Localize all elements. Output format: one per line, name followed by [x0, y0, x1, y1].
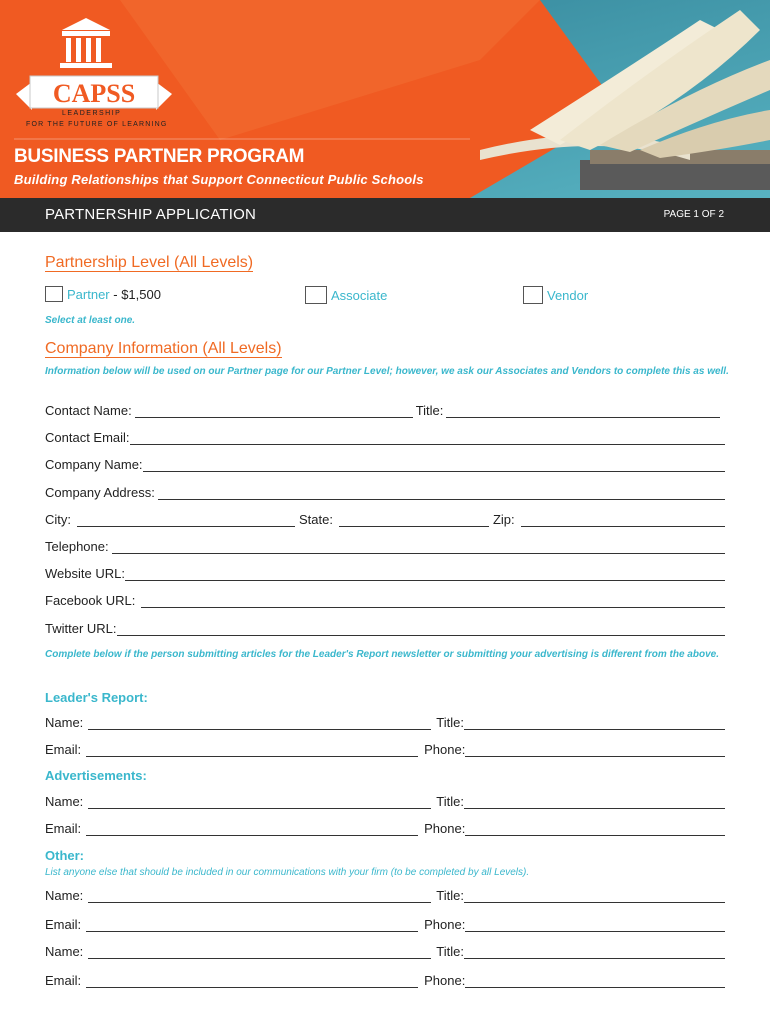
name-label: Name: — [45, 715, 84, 730]
other-title-field-2[interactable] — [464, 945, 725, 959]
website-label: Website URL: — [45, 566, 125, 581]
title-label: Title: — [436, 888, 464, 903]
application-title: PARTNERSHIP APPLICATION — [45, 206, 257, 223]
name-label: Name: — [45, 944, 84, 959]
email-label: Email: — [45, 742, 82, 757]
city-state-zip-row — [45, 511, 725, 527]
leaders-report-email-field[interactable] — [86, 743, 418, 757]
company-info-note: Information below will be used on our Partner page for our Partner Level; however, we ask our Associates and Vendors to complete this as well. — [45, 366, 729, 377]
partner-checkbox[interactable] — [45, 286, 63, 302]
other-email-row-1 — [45, 916, 725, 932]
phone-label: Phone: — [424, 821, 466, 836]
name-label: Name: — [45, 794, 84, 809]
telephone-label: Telephone: — [45, 539, 109, 554]
website-row — [45, 565, 725, 581]
vendor-option[interactable] — [523, 286, 588, 304]
city-label: City: — [45, 512, 71, 527]
twitter-row — [45, 620, 725, 636]
phone-label: Phone: — [424, 742, 466, 757]
company-info-title: Company Information (All Levels) — [45, 340, 282, 357]
telephone-field[interactable] — [112, 540, 725, 554]
phone-label: Phone: — [424, 973, 466, 988]
leaders-report-phone-field[interactable] — [465, 743, 725, 757]
other-name-field-1[interactable] — [88, 889, 431, 903]
contact-name-field[interactable] — [135, 404, 413, 418]
associate-option[interactable] — [305, 286, 387, 304]
zip-field[interactable] — [521, 513, 725, 527]
title-label: Title: — [436, 944, 464, 959]
company-address-field[interactable] — [158, 486, 725, 500]
associate-checkbox[interactable] — [305, 286, 327, 304]
contact-name-label: Contact Name: — [45, 403, 132, 418]
other-name-row-1 — [45, 887, 725, 903]
name-label: Name: — [45, 888, 84, 903]
advertisements-name-field[interactable] — [88, 795, 431, 809]
twitter-label: Twitter URL: — [45, 621, 117, 636]
state-field[interactable] — [339, 513, 489, 527]
other-title-field-1[interactable] — [464, 889, 725, 903]
contact-title-field[interactable] — [446, 404, 720, 418]
zip-label: Zip: — [492, 512, 515, 527]
application-bar — [0, 198, 770, 232]
page-indicator: PAGE 1 OF 2 — [663, 209, 724, 220]
title-label: Title: — [436, 715, 464, 730]
logo-tagline-2: FOR THE FUTURE OF LEARNING — [26, 121, 168, 128]
program-subtitle: Building Relationships that Support Connecticut Public Schools — [14, 172, 424, 187]
company-name-field[interactable] — [143, 458, 725, 472]
advertisements-title-field[interactable] — [464, 795, 725, 809]
email-label: Email: — [45, 821, 82, 836]
facebook-field[interactable] — [141, 594, 725, 608]
phone-label: Phone: — [424, 917, 466, 932]
partner-label: Partner — [67, 286, 110, 302]
other-email-field-1[interactable] — [86, 918, 418, 932]
partner-option[interactable] — [45, 286, 161, 302]
company-name-label: Company Name: — [45, 457, 143, 472]
vendor-label: Vendor — [547, 287, 589, 303]
header-banner — [0, 0, 770, 198]
contact-name-row — [45, 402, 725, 418]
vendor-checkbox[interactable] — [523, 286, 543, 304]
contact-email-label: Contact Email: — [45, 430, 130, 445]
other-name-field-2[interactable] — [88, 945, 431, 959]
company-address-label: Company Address: — [45, 485, 155, 500]
select-note: Select at least one. — [45, 315, 136, 326]
telephone-row — [45, 538, 725, 554]
company-name-row — [45, 456, 725, 472]
leaders-report-title-field[interactable] — [464, 716, 725, 730]
email-label: Email: — [45, 917, 82, 932]
facebook-row — [45, 592, 725, 608]
other-email-row-2 — [45, 972, 725, 988]
contact-email-field[interactable] — [130, 431, 725, 445]
other-note: List anyone else that should be included in our communications with your firm (to be completed by all Levels). — [45, 867, 530, 878]
other-email-field-2[interactable] — [86, 974, 418, 988]
submitter-note: Complete below if the person submitting articles for the Leader's Report newsletter or submitting your advertising is different from the above. — [45, 649, 719, 660]
other-phone-field-2[interactable] — [465, 974, 725, 988]
other-name-row-2 — [45, 943, 725, 959]
contact-title-label: Title: — [415, 403, 444, 418]
leaders-report-email-row — [45, 741, 725, 757]
advertisements-name-row — [45, 793, 725, 809]
website-field[interactable] — [125, 567, 725, 581]
twitter-field[interactable] — [117, 622, 725, 636]
email-label: Email: — [45, 973, 82, 988]
logo-tagline-1: LEADERSHIP — [62, 110, 122, 117]
state-label: State: — [299, 512, 333, 527]
other-phone-field-1[interactable] — [465, 918, 725, 932]
advertisements-email-field[interactable] — [86, 822, 418, 836]
contact-email-row — [45, 429, 725, 445]
program-title: BUSINESS PARTNER PROGRAM — [14, 146, 305, 167]
title-label: Title: — [436, 794, 464, 809]
partnership-level-title: Partnership Level (All Levels) — [45, 254, 254, 271]
other-title: Other: — [45, 848, 84, 863]
advertisements-title: Advertisements: — [45, 768, 147, 783]
associate-label: Associate — [331, 287, 388, 303]
leaders-report-name-row — [45, 714, 725, 730]
city-field[interactable] — [77, 513, 295, 527]
leaders-report-name-field[interactable] — [88, 716, 431, 730]
advertisements-email-row — [45, 820, 725, 836]
logo-wordmark: CAPSS — [52, 79, 136, 108]
partner-price: - $1,500 — [109, 286, 161, 302]
company-address-row — [45, 484, 725, 500]
facebook-label: Facebook URL: — [45, 593, 136, 608]
leaders-report-title: Leader's Report: — [45, 690, 148, 705]
advertisements-phone-field[interactable] — [465, 822, 725, 836]
